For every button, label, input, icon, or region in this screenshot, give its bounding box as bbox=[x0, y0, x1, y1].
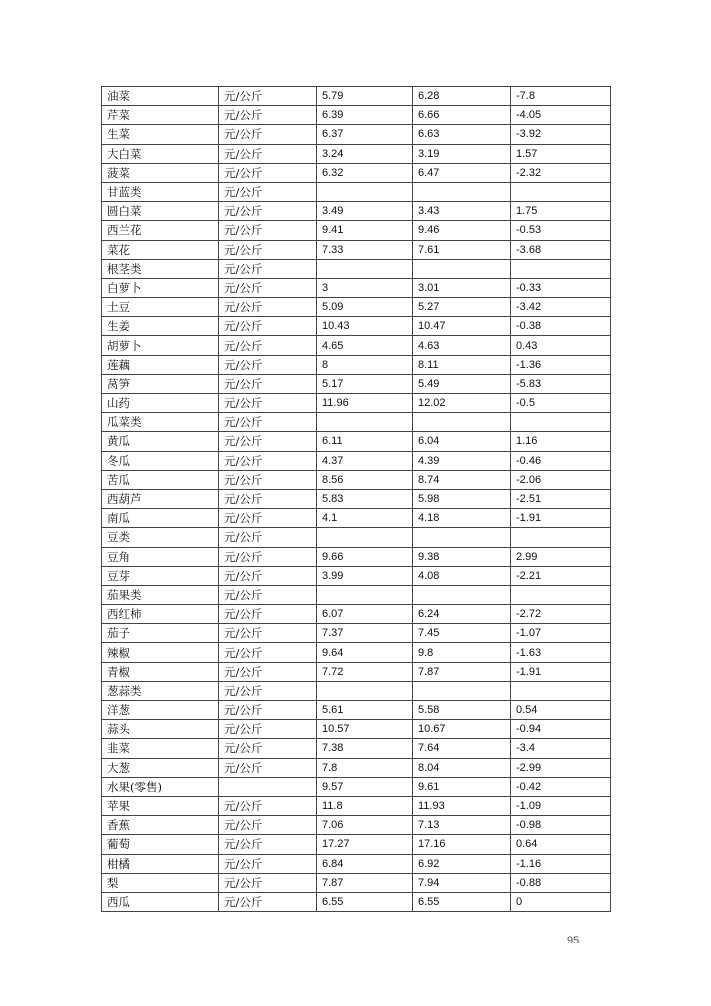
previous-price-cell: 5.98 bbox=[413, 489, 511, 508]
current-price-cell: 7.38 bbox=[317, 739, 413, 758]
change-percent-cell: -2.99 bbox=[511, 758, 611, 777]
change-percent-cell: -1.91 bbox=[511, 662, 611, 681]
change-percent-cell: -0.94 bbox=[511, 720, 611, 739]
item-name-cell: 南瓜 bbox=[102, 509, 219, 528]
unit-cell: 元/公斤 bbox=[219, 528, 317, 547]
current-price-cell: 3.24 bbox=[317, 144, 413, 163]
previous-price-cell: 6.24 bbox=[413, 605, 511, 624]
item-name-cell: 生姜 bbox=[102, 317, 219, 336]
previous-price-cell bbox=[413, 681, 511, 700]
previous-price-cell bbox=[413, 528, 511, 547]
table-row bbox=[102, 432, 611, 451]
previous-price-cell: 6.28 bbox=[413, 87, 511, 106]
table-row bbox=[102, 528, 611, 547]
change-percent-cell: 0.43 bbox=[511, 336, 611, 355]
current-price-cell bbox=[317, 585, 413, 604]
current-price-cell: 7.8 bbox=[317, 758, 413, 777]
unit-cell: 元/公斤 bbox=[219, 413, 317, 432]
change-percent-cell: -0.33 bbox=[511, 278, 611, 297]
item-name-cell: 冬瓜 bbox=[102, 451, 219, 470]
item-name-cell: 土豆 bbox=[102, 298, 219, 317]
previous-price-cell bbox=[413, 259, 511, 278]
table-row bbox=[102, 240, 611, 259]
unit-cell: 元/公斤 bbox=[219, 298, 317, 317]
table-row bbox=[102, 202, 611, 221]
table-row bbox=[102, 278, 611, 297]
item-name-cell: 茄子 bbox=[102, 624, 219, 643]
page-number: 95 bbox=[567, 935, 580, 943]
previous-price-cell: 10.47 bbox=[413, 317, 511, 336]
previous-price-cell: 8.74 bbox=[413, 470, 511, 489]
previous-price-cell: 6.04 bbox=[413, 432, 511, 451]
item-name-cell: 香蕉 bbox=[102, 816, 219, 835]
current-price-cell: 9.64 bbox=[317, 643, 413, 662]
table-row bbox=[102, 585, 611, 604]
current-price-cell: 5.79 bbox=[317, 87, 413, 106]
unit-cell: 元/公斤 bbox=[219, 566, 317, 585]
current-price-cell: 6.07 bbox=[317, 605, 413, 624]
unit-cell: 元/公斤 bbox=[219, 278, 317, 297]
item-name-cell: 豆类 bbox=[102, 528, 219, 547]
change-percent-cell: 0 bbox=[511, 892, 611, 911]
item-name-cell: 芹菜 bbox=[102, 106, 219, 125]
previous-price-cell: 7.61 bbox=[413, 240, 511, 259]
previous-price-cell: 6.63 bbox=[413, 125, 511, 144]
current-price-cell: 5.83 bbox=[317, 489, 413, 508]
change-percent-cell: -1.07 bbox=[511, 624, 611, 643]
table-row bbox=[102, 182, 611, 201]
table-row bbox=[102, 624, 611, 643]
current-price-cell: 10.57 bbox=[317, 720, 413, 739]
table-row bbox=[102, 662, 611, 681]
item-name-cell: 豆角 bbox=[102, 547, 219, 566]
change-percent-cell: -5.83 bbox=[511, 374, 611, 393]
current-price-cell: 8 bbox=[317, 355, 413, 374]
current-price-cell: 4.65 bbox=[317, 336, 413, 355]
table-row bbox=[102, 394, 611, 413]
table-row bbox=[102, 336, 611, 355]
previous-price-cell: 7.13 bbox=[413, 816, 511, 835]
item-name-cell: 菠菜 bbox=[102, 163, 219, 182]
previous-price-cell: 11.93 bbox=[413, 796, 511, 815]
table-row bbox=[102, 854, 611, 873]
table-row bbox=[102, 163, 611, 182]
unit-cell: 元/公斤 bbox=[219, 892, 317, 911]
change-percent-cell: -3.92 bbox=[511, 125, 611, 144]
change-percent-cell: 2.99 bbox=[511, 547, 611, 566]
current-price-cell: 6.37 bbox=[317, 125, 413, 144]
previous-price-cell: 17.16 bbox=[413, 835, 511, 854]
current-price-cell: 9.57 bbox=[317, 777, 413, 796]
table-row bbox=[102, 144, 611, 163]
item-name-cell: 西红柿 bbox=[102, 605, 219, 624]
unit-cell: 元/公斤 bbox=[219, 796, 317, 815]
table-row bbox=[102, 643, 611, 662]
table-row bbox=[102, 835, 611, 854]
unit-cell: 元/公斤 bbox=[219, 470, 317, 489]
table-row bbox=[102, 221, 611, 240]
change-percent-cell: -3.68 bbox=[511, 240, 611, 259]
current-price-cell: 10.43 bbox=[317, 317, 413, 336]
item-name-cell: 莲藕 bbox=[102, 355, 219, 374]
unit-cell: 元/公斤 bbox=[219, 816, 317, 835]
change-percent-cell: 1.75 bbox=[511, 202, 611, 221]
previous-price-cell: 6.55 bbox=[413, 892, 511, 911]
change-percent-cell: -0.46 bbox=[511, 451, 611, 470]
previous-price-cell: 3.01 bbox=[413, 278, 511, 297]
table-row bbox=[102, 566, 611, 585]
unit-cell: 元/公斤 bbox=[219, 585, 317, 604]
unit-cell: 元/公斤 bbox=[219, 662, 317, 681]
current-price-cell: 7.87 bbox=[317, 873, 413, 892]
item-name-cell: 西瓜 bbox=[102, 892, 219, 911]
previous-price-cell: 5.58 bbox=[413, 701, 511, 720]
unit-cell: 元/公斤 bbox=[219, 144, 317, 163]
change-percent-cell: -7.8 bbox=[511, 87, 611, 106]
change-percent-cell: 1.57 bbox=[511, 144, 611, 163]
current-price-cell: 7.37 bbox=[317, 624, 413, 643]
table-row bbox=[102, 777, 611, 796]
current-price-cell: 7.33 bbox=[317, 240, 413, 259]
previous-price-cell: 3.19 bbox=[413, 144, 511, 163]
change-percent-cell: -2.51 bbox=[511, 489, 611, 508]
item-name-cell: 菜花 bbox=[102, 240, 219, 259]
table-row bbox=[102, 489, 611, 508]
unit-cell: 元/公斤 bbox=[219, 163, 317, 182]
unit-cell: 元/公斤 bbox=[219, 259, 317, 278]
current-price-cell: 11.8 bbox=[317, 796, 413, 815]
table-row bbox=[102, 796, 611, 815]
table-row bbox=[102, 298, 611, 317]
change-percent-cell: -1.36 bbox=[511, 355, 611, 374]
item-name-cell: 山药 bbox=[102, 394, 219, 413]
change-percent-cell bbox=[511, 681, 611, 700]
unit-cell: 元/公斤 bbox=[219, 854, 317, 873]
current-price-cell bbox=[317, 413, 413, 432]
current-price-cell: 5.09 bbox=[317, 298, 413, 317]
change-percent-cell: 0.54 bbox=[511, 701, 611, 720]
current-price-cell: 4.1 bbox=[317, 509, 413, 528]
change-percent-cell bbox=[511, 413, 611, 432]
item-name-cell: 圆白菜 bbox=[102, 202, 219, 221]
change-percent-cell: -3.42 bbox=[511, 298, 611, 317]
item-name-cell: 生菜 bbox=[102, 125, 219, 144]
unit-cell: 元/公斤 bbox=[219, 221, 317, 240]
table-row bbox=[102, 87, 611, 106]
current-price-cell: 6.39 bbox=[317, 106, 413, 125]
change-percent-cell bbox=[511, 182, 611, 201]
item-name-cell: 甘蓝类 bbox=[102, 182, 219, 201]
current-price-cell: 6.84 bbox=[317, 854, 413, 873]
current-price-cell: 6.11 bbox=[317, 432, 413, 451]
current-price-cell: 3.99 bbox=[317, 566, 413, 585]
previous-price-cell: 4.08 bbox=[413, 566, 511, 585]
change-percent-cell bbox=[511, 585, 611, 604]
current-price-cell bbox=[317, 528, 413, 547]
table-row bbox=[102, 816, 611, 835]
change-percent-cell: -2.32 bbox=[511, 163, 611, 182]
current-price-cell: 8.56 bbox=[317, 470, 413, 489]
current-price-cell bbox=[317, 681, 413, 700]
price-table bbox=[101, 86, 611, 912]
current-price-cell: 6.55 bbox=[317, 892, 413, 911]
unit-cell bbox=[219, 777, 317, 796]
previous-price-cell: 9.38 bbox=[413, 547, 511, 566]
table-row bbox=[102, 720, 611, 739]
previous-price-cell: 5.27 bbox=[413, 298, 511, 317]
table-row bbox=[102, 106, 611, 125]
previous-price-cell: 9.61 bbox=[413, 777, 511, 796]
unit-cell: 元/公斤 bbox=[219, 106, 317, 125]
previous-price-cell bbox=[413, 413, 511, 432]
item-name-cell: 黄瓜 bbox=[102, 432, 219, 451]
unit-cell: 元/公斤 bbox=[219, 758, 317, 777]
current-price-cell bbox=[317, 182, 413, 201]
unit-cell: 元/公斤 bbox=[219, 624, 317, 643]
unit-cell: 元/公斤 bbox=[219, 374, 317, 393]
previous-price-cell: 8.11 bbox=[413, 355, 511, 374]
previous-price-cell: 6.47 bbox=[413, 163, 511, 182]
change-percent-cell: -0.53 bbox=[511, 221, 611, 240]
unit-cell: 元/公斤 bbox=[219, 87, 317, 106]
change-percent-cell bbox=[511, 259, 611, 278]
unit-cell: 元/公斤 bbox=[219, 432, 317, 451]
item-name-cell: 莴笋 bbox=[102, 374, 219, 393]
change-percent-cell bbox=[511, 528, 611, 547]
table-row bbox=[102, 547, 611, 566]
table-row bbox=[102, 125, 611, 144]
change-percent-cell: -1.91 bbox=[511, 509, 611, 528]
item-name-cell: 瓜菜类 bbox=[102, 413, 219, 432]
previous-price-cell bbox=[413, 585, 511, 604]
item-name-cell: 西葫芦 bbox=[102, 489, 219, 508]
change-percent-cell: -0.5 bbox=[511, 394, 611, 413]
current-price-cell: 7.72 bbox=[317, 662, 413, 681]
previous-price-cell: 5.49 bbox=[413, 374, 511, 393]
item-name-cell: 青椒 bbox=[102, 662, 219, 681]
item-name-cell: 韭菜 bbox=[102, 739, 219, 758]
item-name-cell: 苹果 bbox=[102, 796, 219, 815]
change-percent-cell: -0.88 bbox=[511, 873, 611, 892]
table-row bbox=[102, 681, 611, 700]
unit-cell: 元/公斤 bbox=[219, 202, 317, 221]
table-row bbox=[102, 892, 611, 911]
previous-price-cell: 4.18 bbox=[413, 509, 511, 528]
table-row bbox=[102, 758, 611, 777]
item-name-cell: 茄果类 bbox=[102, 585, 219, 604]
unit-cell: 元/公斤 bbox=[219, 701, 317, 720]
unit-cell: 元/公斤 bbox=[219, 547, 317, 566]
item-name-cell: 苦瓜 bbox=[102, 470, 219, 489]
unit-cell: 元/公斤 bbox=[219, 451, 317, 470]
unit-cell: 元/公斤 bbox=[219, 739, 317, 758]
current-price-cell: 3.49 bbox=[317, 202, 413, 221]
unit-cell: 元/公斤 bbox=[219, 873, 317, 892]
table-row bbox=[102, 451, 611, 470]
change-percent-cell: -0.38 bbox=[511, 317, 611, 336]
change-percent-cell: 1.16 bbox=[511, 432, 611, 451]
current-price-cell: 7.06 bbox=[317, 816, 413, 835]
change-percent-cell: 0.64 bbox=[511, 835, 611, 854]
item-name-cell: 梨 bbox=[102, 873, 219, 892]
change-percent-cell: -1.16 bbox=[511, 854, 611, 873]
change-percent-cell: -0.42 bbox=[511, 777, 611, 796]
change-percent-cell: -0.98 bbox=[511, 816, 611, 835]
item-name-cell: 洋葱 bbox=[102, 701, 219, 720]
table-row bbox=[102, 873, 611, 892]
item-name-cell: 白萝卜 bbox=[102, 278, 219, 297]
table-row bbox=[102, 374, 611, 393]
table-row bbox=[102, 355, 611, 374]
item-name-cell: 油菜 bbox=[102, 87, 219, 106]
item-name-cell: 大白菜 bbox=[102, 144, 219, 163]
table-row bbox=[102, 605, 611, 624]
table-row bbox=[102, 739, 611, 758]
item-name-cell: 大葱 bbox=[102, 758, 219, 777]
previous-price-cell: 7.64 bbox=[413, 739, 511, 758]
unit-cell: 元/公斤 bbox=[219, 317, 317, 336]
unit-cell: 元/公斤 bbox=[219, 394, 317, 413]
change-percent-cell: -2.72 bbox=[511, 605, 611, 624]
table-row bbox=[102, 413, 611, 432]
item-name-cell: 水果(零售) bbox=[102, 777, 219, 796]
unit-cell: 元/公斤 bbox=[219, 835, 317, 854]
unit-cell: 元/公斤 bbox=[219, 489, 317, 508]
previous-price-cell: 9.8 bbox=[413, 643, 511, 662]
item-name-cell: 柑橘 bbox=[102, 854, 219, 873]
item-name-cell: 葡萄 bbox=[102, 835, 219, 854]
unit-cell: 元/公斤 bbox=[219, 643, 317, 662]
previous-price-cell: 9.46 bbox=[413, 221, 511, 240]
unit-cell: 元/公斤 bbox=[219, 355, 317, 374]
previous-price-cell: 7.45 bbox=[413, 624, 511, 643]
current-price-cell: 3 bbox=[317, 278, 413, 297]
change-percent-cell: -2.21 bbox=[511, 566, 611, 585]
previous-price-cell bbox=[413, 182, 511, 201]
previous-price-cell: 7.94 bbox=[413, 873, 511, 892]
unit-cell: 元/公斤 bbox=[219, 240, 317, 259]
unit-cell: 元/公斤 bbox=[219, 720, 317, 739]
previous-price-cell: 8.04 bbox=[413, 758, 511, 777]
table-row bbox=[102, 509, 611, 528]
previous-price-cell: 4.63 bbox=[413, 336, 511, 355]
unit-cell: 元/公斤 bbox=[219, 605, 317, 624]
change-percent-cell: -4.05 bbox=[511, 106, 611, 125]
current-price-cell: 5.61 bbox=[317, 701, 413, 720]
current-price-cell: 5.17 bbox=[317, 374, 413, 393]
item-name-cell: 胡萝卜 bbox=[102, 336, 219, 355]
unit-cell: 元/公斤 bbox=[219, 125, 317, 144]
table-row bbox=[102, 259, 611, 278]
item-name-cell: 辣椒 bbox=[102, 643, 219, 662]
change-percent-cell: -1.09 bbox=[511, 796, 611, 815]
current-price-cell: 11.96 bbox=[317, 394, 413, 413]
unit-cell: 元/公斤 bbox=[219, 681, 317, 700]
previous-price-cell: 4.39 bbox=[413, 451, 511, 470]
current-price-cell: 6.32 bbox=[317, 163, 413, 182]
previous-price-cell: 10.67 bbox=[413, 720, 511, 739]
table-row bbox=[102, 470, 611, 489]
previous-price-cell: 12.02 bbox=[413, 394, 511, 413]
unit-cell: 元/公斤 bbox=[219, 336, 317, 355]
current-price-cell: 9.66 bbox=[317, 547, 413, 566]
current-price-cell: 4.37 bbox=[317, 451, 413, 470]
item-name-cell: 西兰花 bbox=[102, 221, 219, 240]
change-percent-cell: -1.63 bbox=[511, 643, 611, 662]
item-name-cell: 葱蒜类 bbox=[102, 681, 219, 700]
price-table-body bbox=[102, 87, 611, 912]
previous-price-cell: 6.92 bbox=[413, 854, 511, 873]
previous-price-cell: 6.66 bbox=[413, 106, 511, 125]
current-price-cell: 9.41 bbox=[317, 221, 413, 240]
current-price-cell bbox=[317, 259, 413, 278]
previous-price-cell: 7.87 bbox=[413, 662, 511, 681]
previous-price-cell: 3.43 bbox=[413, 202, 511, 221]
item-name-cell: 蒜头 bbox=[102, 720, 219, 739]
table-row bbox=[102, 317, 611, 336]
table-row bbox=[102, 701, 611, 720]
unit-cell: 元/公斤 bbox=[219, 182, 317, 201]
item-name-cell: 豆芽 bbox=[102, 566, 219, 585]
change-percent-cell: -2.06 bbox=[511, 470, 611, 489]
change-percent-cell: -3.4 bbox=[511, 739, 611, 758]
unit-cell: 元/公斤 bbox=[219, 509, 317, 528]
item-name-cell: 根茎类 bbox=[102, 259, 219, 278]
current-price-cell: 17.27 bbox=[317, 835, 413, 854]
